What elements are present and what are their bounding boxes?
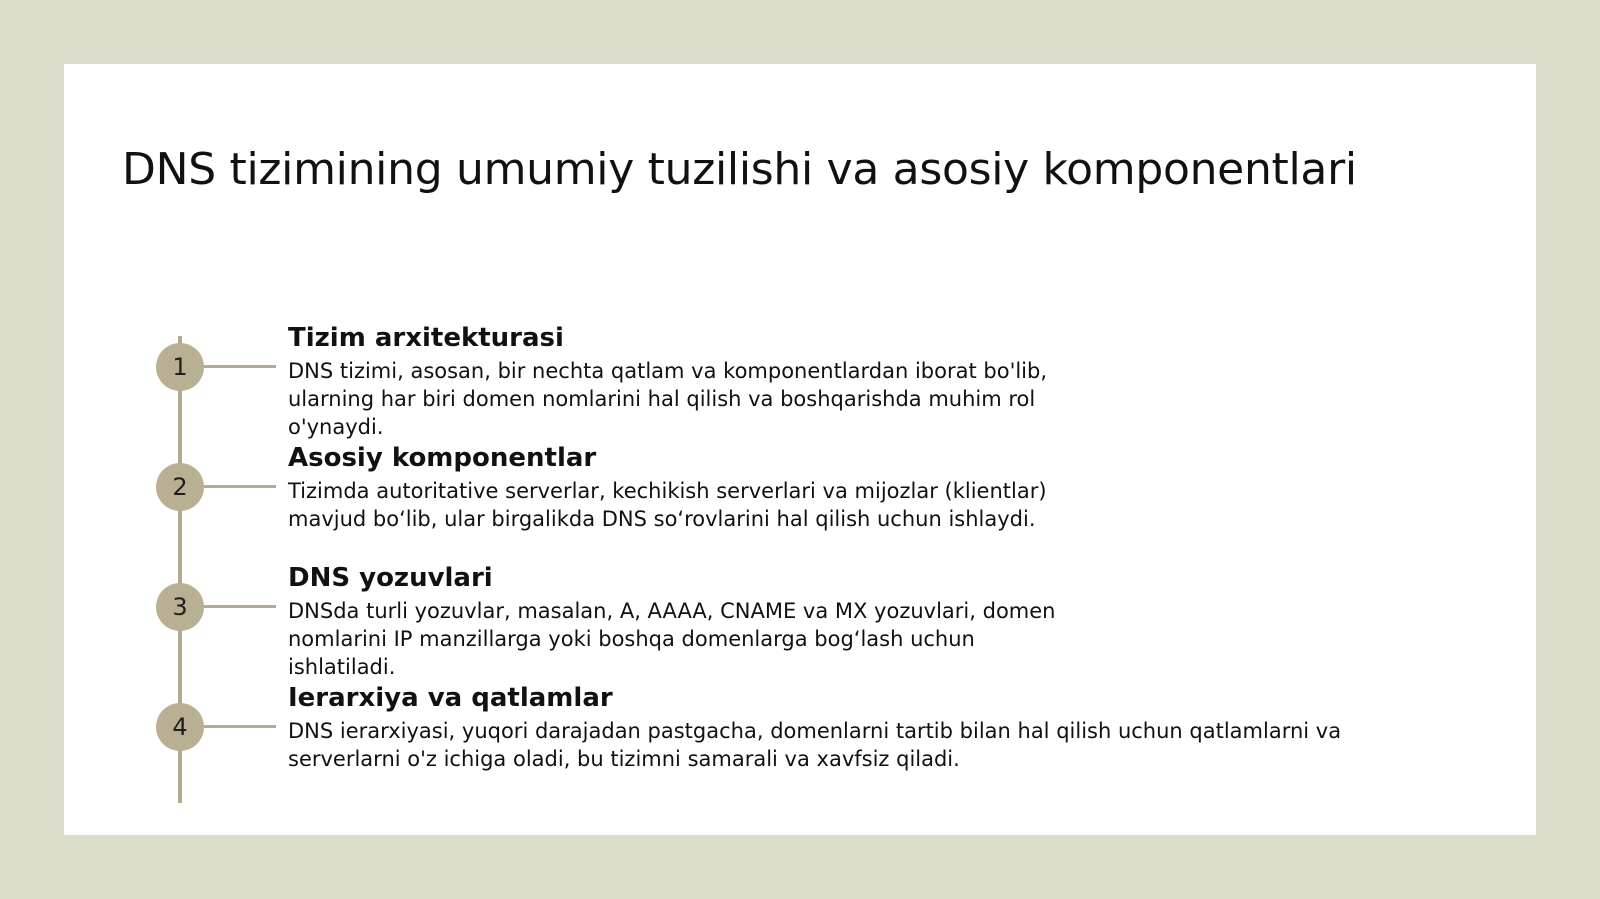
step-content xyxy=(288,441,1047,533)
step-content xyxy=(288,561,1055,681)
step-title: DNS yozuvlari xyxy=(288,563,493,593)
slide xyxy=(64,64,1536,835)
description-line: serverlarni o'z ichiga oladi, bu tizimni samarali va xavfsiz qiladi. xyxy=(288,747,960,771)
step-number-badge: 2 xyxy=(156,463,204,511)
step-description xyxy=(288,597,1055,681)
step-description xyxy=(288,357,1047,441)
description-line: Tizimda autoritative serverlar, kechikish serverlari va mijozlar (klientlar) xyxy=(288,479,1047,503)
step-description xyxy=(288,477,1047,533)
description-line: ishlatiladi. xyxy=(288,655,396,679)
description-line: DNS tizimi, asosan, bir nechta qatlam va komponentlardan iborat bo'lib, xyxy=(288,359,1048,383)
step-title: Ierarxiya va qatlamlar xyxy=(288,683,613,713)
step-connector xyxy=(204,365,276,368)
description-line: o'ynaydi. xyxy=(288,415,384,439)
step-connector xyxy=(204,725,276,728)
step-connector xyxy=(204,485,276,488)
description-line: ularning har biri domen nomlarini hal qilish va boshqarishda muhim rol xyxy=(288,387,1036,411)
step-title: Tizim arxitekturasi xyxy=(288,323,564,353)
description-line: DNSda turli yozuvlar, masalan, A, AAAA, CNAME va MX yozuvlari, domen xyxy=(288,599,1056,623)
step-content xyxy=(288,321,1047,441)
step-number-badge: 1 xyxy=(156,343,204,391)
step-title: Asosiy komponentlar xyxy=(288,443,597,473)
step-connector xyxy=(204,605,276,608)
slide-title: DNS tizimining umumiy tuzilishi va asosiy komponentlari xyxy=(122,144,1357,195)
description-line: nomlarini IP manzillarga yoki boshqa domenlarga bog‘lash uchun xyxy=(288,627,975,651)
step-description xyxy=(288,717,1341,773)
description-line: mavjud bo‘lib, ular birgalikda DNS so‘rovlarini hal qilish uchun ishlaydi. xyxy=(288,507,1036,531)
step-content xyxy=(288,681,1341,773)
step-number-badge: 4 xyxy=(156,703,204,751)
description-line: DNS ierarxiyasi, yuqori darajadan pastgacha, domenlarni tartib bilan hal qilish uchun qatlamlarni va xyxy=(288,719,1342,743)
step-number-badge: 3 xyxy=(156,583,204,631)
